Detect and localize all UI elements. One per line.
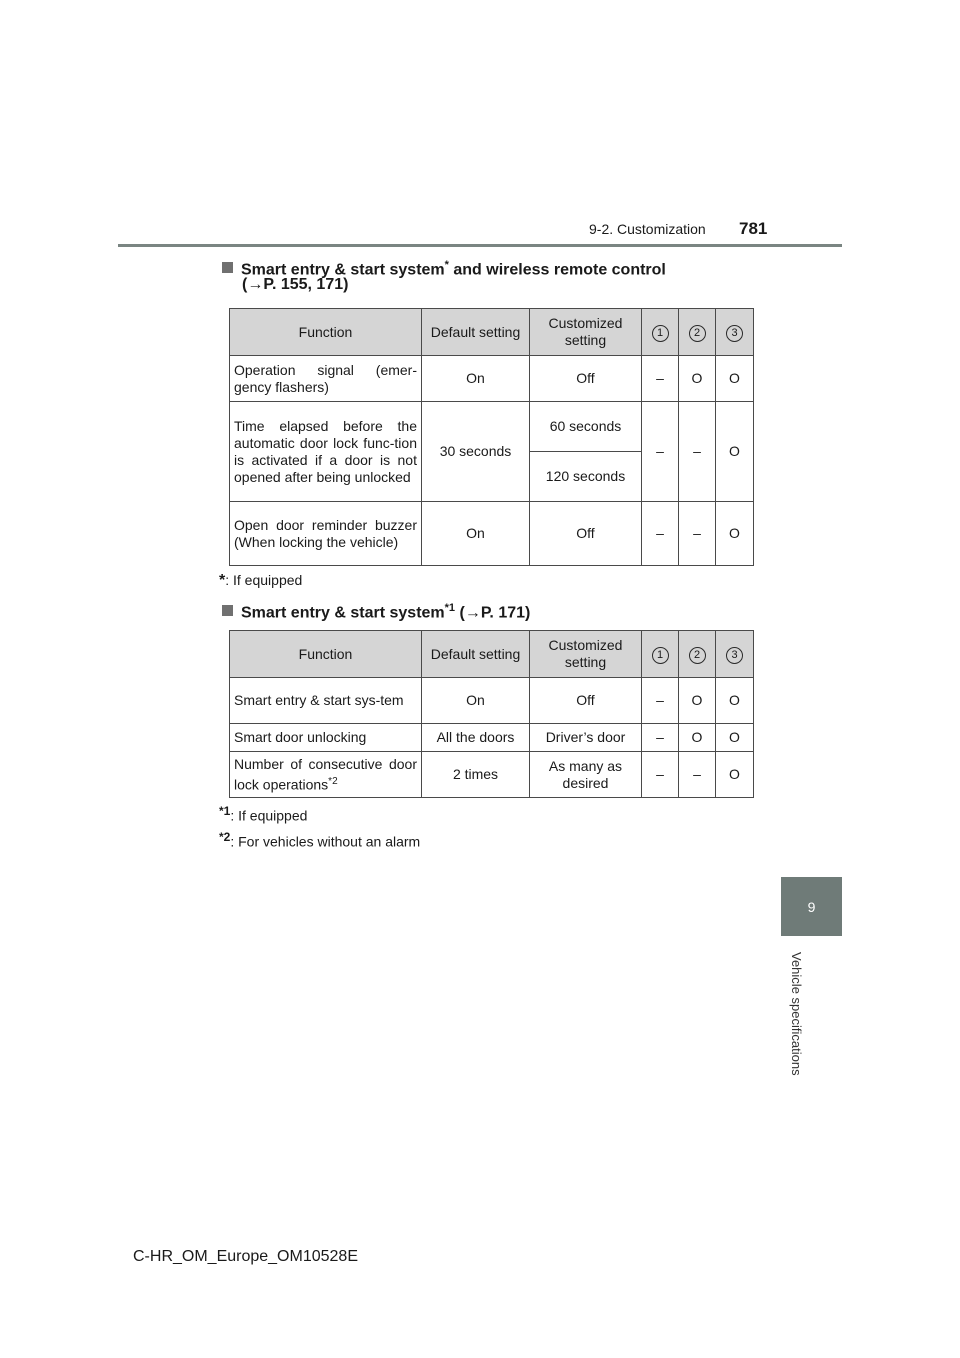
col-mode-3 bbox=[716, 309, 754, 356]
footnote-mark: *2 bbox=[328, 775, 338, 787]
cell-m1: – bbox=[642, 678, 679, 724]
cell-m3: O bbox=[716, 502, 754, 566]
table-header-row bbox=[230, 631, 754, 678]
circled-2-icon: 2 bbox=[689, 647, 706, 664]
col-mode-1 bbox=[642, 631, 679, 678]
circled-1-icon: 1 bbox=[652, 647, 669, 664]
cell-custom: Off bbox=[530, 678, 642, 724]
circled-3-icon: 3 bbox=[726, 325, 743, 342]
col-function: Function bbox=[230, 631, 422, 678]
cell-m3: O bbox=[716, 752, 754, 798]
col-mode-1 bbox=[642, 309, 679, 356]
col-default: Default setting bbox=[422, 631, 530, 678]
cell-function: Smart door unlocking bbox=[230, 724, 422, 752]
cell-default: All the doors bbox=[422, 724, 530, 752]
asterisk-mark: * bbox=[444, 259, 449, 271]
cell-custom: 60 seconds bbox=[530, 402, 642, 452]
page-number: 781 bbox=[739, 219, 768, 238]
circled-2-icon: 2 bbox=[689, 325, 706, 342]
table-row bbox=[230, 752, 754, 798]
col-mode-2 bbox=[679, 631, 716, 678]
cell-m2: O bbox=[679, 724, 716, 752]
asterisk-mark: * bbox=[219, 572, 226, 589]
col-mode-2 bbox=[679, 309, 716, 356]
section2-footnote-1: $^{*1}$: If equipped bbox=[219, 804, 308, 824]
section2-table bbox=[229, 630, 754, 798]
cell-m1: – bbox=[642, 724, 679, 752]
chapter-tab bbox=[781, 877, 842, 936]
table-row bbox=[230, 356, 754, 402]
section1-table bbox=[229, 308, 754, 566]
col-function: Function bbox=[230, 309, 422, 356]
cell-function: Smart entry & start sys-tem bbox=[230, 678, 422, 724]
col-custom: Customized setting bbox=[530, 309, 642, 356]
cell-custom: As many as desired bbox=[530, 752, 642, 798]
cell-m2: – bbox=[679, 502, 716, 566]
cell-m1: – bbox=[642, 402, 679, 502]
cell-default: On bbox=[422, 356, 530, 402]
cell-custom: Off bbox=[530, 502, 642, 566]
footnote-mark: *2 bbox=[219, 830, 231, 844]
cell-default: On bbox=[422, 678, 530, 724]
cell-m2: – bbox=[679, 752, 716, 798]
cell-default: On bbox=[422, 502, 530, 566]
cell-function: Number of consecutive door lock operations$^{*2}$ bbox=[230, 752, 422, 798]
section2-heading: Smart entry & start system$^{*1}$ (→P. 171) bbox=[222, 597, 530, 624]
circled-1-icon: 1 bbox=[652, 325, 669, 342]
section1-footnote: *: If equipped bbox=[219, 572, 303, 589]
table-row bbox=[230, 678, 754, 724]
cell-m2: O bbox=[679, 356, 716, 402]
footnote-mark: *1 bbox=[444, 602, 456, 614]
cell-m2: – bbox=[679, 402, 716, 502]
cell-custom: Driver’s door bbox=[530, 724, 642, 752]
cell-default: 30 seconds bbox=[422, 402, 530, 502]
header-section-title: 9-2. Customization bbox=[589, 221, 706, 237]
document-id: C-HR_OM_Europe_OM10528E bbox=[133, 1248, 358, 1265]
col-custom: Customized setting bbox=[530, 631, 642, 678]
cell-custom: Off bbox=[530, 356, 642, 402]
cell-m3: O bbox=[716, 356, 754, 402]
col-mode-3 bbox=[716, 631, 754, 678]
cell-m3: O bbox=[716, 402, 754, 502]
chapter-label: Vehicle specifications bbox=[789, 952, 804, 1076]
cell-function: Time elapsed before the automatic door lock func-tion is activated if a door is not opened after being unlocked bbox=[230, 402, 422, 502]
table-row bbox=[230, 402, 754, 452]
cell-m3: O bbox=[716, 724, 754, 752]
cell-m1: – bbox=[642, 356, 679, 402]
section2-footnote-2: $^{*2}$: For vehicles without an alarm bbox=[219, 830, 421, 850]
cell-default: 2 times bbox=[422, 752, 530, 798]
cell-m3: O bbox=[716, 678, 754, 724]
table-row bbox=[230, 502, 754, 566]
square-bullet-icon bbox=[222, 605, 233, 616]
table-row bbox=[230, 724, 754, 752]
cell-m1: – bbox=[642, 502, 679, 566]
cell-function: Operation signal (emer-gency flashers) bbox=[230, 356, 422, 402]
cell-custom: 120 seconds bbox=[530, 452, 642, 502]
cell-function: Open door reminder buzzer (When locking the vehicle) bbox=[230, 502, 422, 566]
chapter-number: 9 bbox=[807, 898, 816, 915]
square-bullet-icon bbox=[222, 262, 233, 273]
col-default: Default setting bbox=[422, 309, 530, 356]
cell-m2: O bbox=[679, 678, 716, 724]
circled-3-icon: 3 bbox=[726, 647, 743, 664]
table-header-row bbox=[230, 309, 754, 356]
cell-m1: – bbox=[642, 752, 679, 798]
section1-heading: Smart entry & start system* and wireless remote control bbox=[222, 254, 666, 281]
footnote-mark: *1 bbox=[219, 804, 231, 818]
section1-reference: (→P. 155, 171) bbox=[242, 276, 349, 293]
header-rule bbox=[118, 244, 842, 247]
